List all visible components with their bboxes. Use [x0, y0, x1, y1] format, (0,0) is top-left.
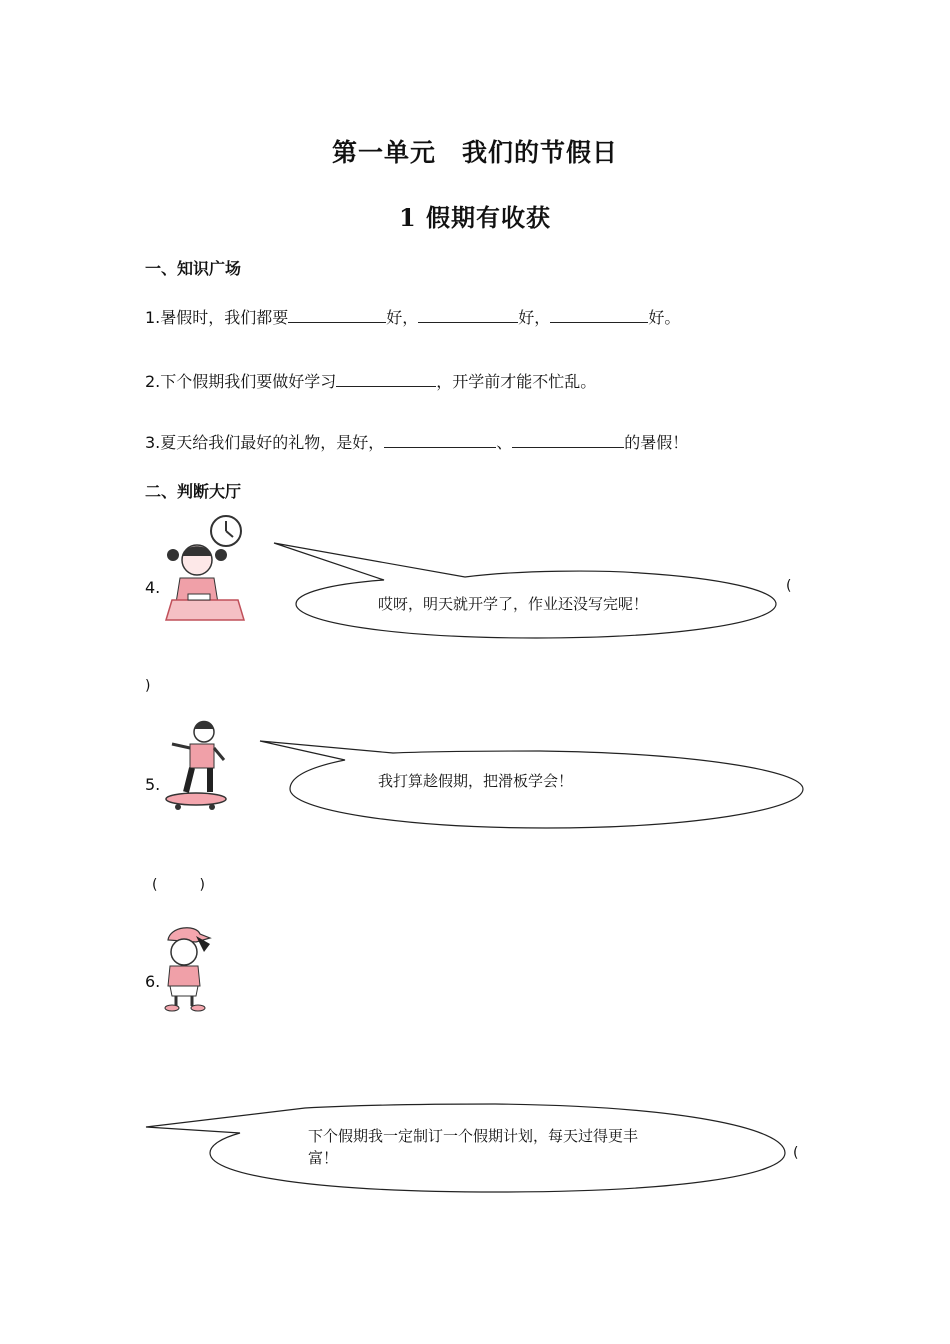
- section-heading-knowledge: 一、知识广场: [145, 259, 242, 278]
- item-6-speech-line2: 富！: [308, 1149, 339, 1167]
- question-3-mid: 、: [496, 433, 513, 452]
- item-4-paren-close: ): [145, 678, 151, 694]
- item-6-paren-open: (: [793, 1145, 799, 1161]
- question-1-suffix: 好。: [648, 308, 681, 327]
- speech-bubble-6: [146, 1104, 785, 1192]
- item-4-speech: 哎呀，明天就开学了，作业还没写完呢！: [378, 595, 649, 613]
- item-6-speech-line1: 下个假期我一定制订一个假期计划，每天过得更丰: [308, 1127, 639, 1145]
- unit-title: 第一单元 我们的节假日: [331, 138, 618, 167]
- item-5-answer-paren[interactable]: ( ): [152, 877, 205, 893]
- item-5-number: 5.: [145, 775, 161, 794]
- item-4-paren-open: (: [786, 578, 792, 594]
- skateboard-boy-illustration: [166, 721, 226, 810]
- item-6-number: 6.: [145, 972, 161, 991]
- question-2-prefix: 2.下个假期我们要做好学习: [145, 372, 337, 391]
- lesson-title: 1 假期有收获: [398, 203, 552, 232]
- question-1-mid1: 好，: [386, 308, 419, 327]
- question-1-mid2: 好，: [518, 308, 551, 327]
- thinking-boy-illustration: [165, 928, 210, 1011]
- item-4-number: 4.: [145, 578, 161, 597]
- question-3-prefix: 3.夏天给我们最好的礼物，是好，: [145, 433, 385, 452]
- question-1-prefix: 1.暑假时，我们都要: [145, 308, 289, 327]
- question-2-suffix: ，开学前才能不忙乱。: [436, 372, 597, 391]
- section-heading-judgement: 二、判断大厅: [145, 482, 242, 501]
- girl-homework-illustration: [166, 516, 244, 620]
- speech-bubble-4: [274, 543, 776, 638]
- item-5-speech: 我打算趁假期，把滑板学会！: [378, 772, 574, 790]
- question-3-suffix: 的暑假！: [624, 433, 689, 452]
